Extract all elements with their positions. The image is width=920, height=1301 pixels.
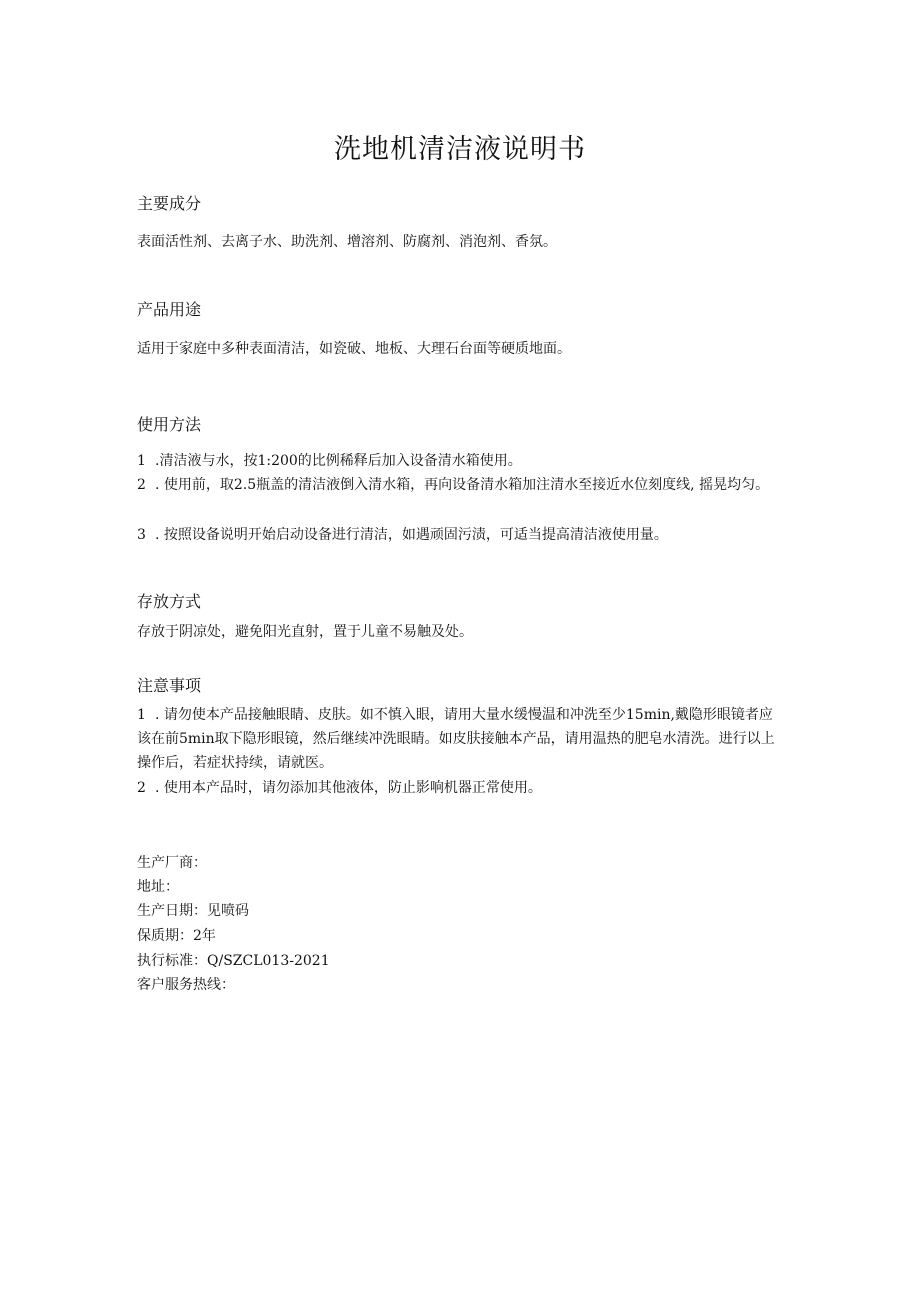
method-item-number: 3	[137, 527, 146, 543]
usage-heading: 产品用途	[137, 300, 202, 319]
storage-text: 存放于阴凉处，避免阳光直射，置于儿童不易触及处。	[137, 624, 473, 640]
manufacturer-line: 生产厂商：	[137, 855, 207, 871]
ingredients-heading: 主要成分	[137, 194, 202, 213]
address-line: 地址：	[137, 879, 179, 895]
method-item-number: 1	[137, 453, 146, 469]
method-item-text: . 使用前，取2.5瓶盖的清洁液倒入清水箱，再向设备清水箱加注清水至接近水位刻度线, 摇晃均匀。	[155, 477, 770, 493]
production-date-line: 生产日期：见喷码	[137, 903, 249, 919]
method-item-number: 2	[137, 477, 146, 493]
usage-text: 适用于家庭中多种表面清洁，如瓷破、地板、大理石台面等硬质地面。	[137, 341, 571, 357]
method-item-3	[137, 523, 777, 547]
storage-heading: 存放方式	[137, 592, 202, 611]
notes-item-text: . 请勿使本产品接触眼睛、皮肤。如不慎入眼，请用大量水缓慢温和冲洗至少15min,戴隐形眼镜者应该在前5min取下隐形眼镜，然后继续冲洗眼睛。如皮肤接触本产品，请用温热的肥皂水清洗。进行以上操作后，若症状持续，请就医。	[137, 707, 775, 771]
method-item-text: .清洁液与水，按1:200的比例稀释后加入设备清水箱使用。	[155, 453, 522, 469]
ingredients-text: 表面活性剂、去离子水、助洗剂、增溶剂、防腐剂、消泡剂、香氛。	[137, 234, 557, 250]
method-item-2	[137, 473, 777, 497]
method-item-1	[137, 449, 777, 473]
method-heading: 使用方法	[137, 415, 202, 434]
notes-item-2	[137, 776, 777, 800]
method-item-text: . 按照设备说明开始启动设备进行清洁，如遇顽固污渍，可适当提高清洁液使用量。	[155, 527, 668, 543]
notes-item-number: 1	[137, 707, 146, 723]
document-title: 洗地机清洁液说明书	[334, 134, 586, 165]
notes-item-text: . 使用本产品时，请勿添加其他液体，防止影响机器正常使用。	[155, 780, 542, 796]
shelf-life-line: 保质期：2年	[137, 928, 216, 944]
notes-heading: 注意事项	[137, 676, 202, 695]
standard-line: 执行标准：Q/SZCL013-2021	[137, 953, 330, 969]
notes-item-1	[137, 703, 777, 775]
hotline-line: 客户服务热线：	[137, 977, 235, 993]
notes-item-number: 2	[137, 780, 146, 796]
